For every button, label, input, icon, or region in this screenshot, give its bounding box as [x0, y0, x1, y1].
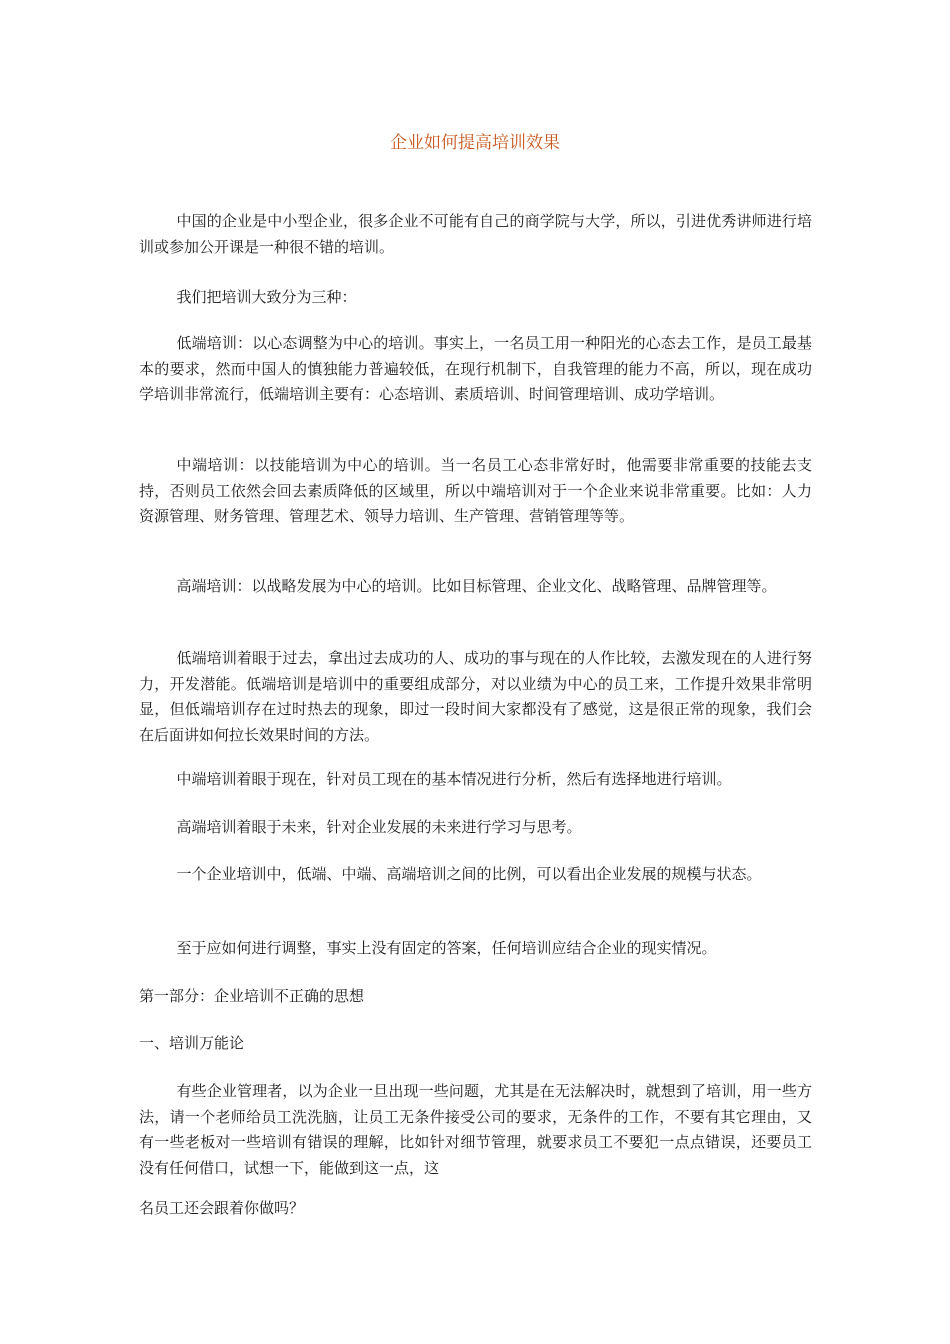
paragraph-mid-end-focus: 中端培训着眼于现在，针对员工现在的基本情况进行分析，然后有选择地进行培训。	[176, 770, 732, 788]
paragraph-adjustment: 至于应如何进行调整，事实上没有固定的答案，任何培训应结合企业的现实情况。	[176, 939, 717, 957]
paragraph-high-end: 高端培训：以战略发展为中心的培训。比如目标管理、企业文化、战略管理、品牌管理等。	[176, 577, 777, 595]
subheading-training-omnipotence: 一、培训万能论	[139, 1034, 245, 1052]
paragraph-mid-end: 中端培训：以技能培训为中心的培训。当一名员工心态非常好时，他需要非常重要的技能去支持，否则员工依然会回去素质降低的区域里，所以中端培训对于一个企业来说非常重要。比如：人力资源管理、财务管理、管理艺术、领导力培训、生产管理、营销管理等等。	[139, 456, 812, 525]
paragraph-managers: 有些企业管理者，以为企业一旦出现一些问题，尤其是在无法解决时，就想到了培训，用一些方法，请一个老师给员工洗洗脑，让员工无条件接受公司的要求，无条件的工作，不要有其它理由，又有一些老板对一些培训有错误的理解，比如针对细节管理，就要求员工不要犯一点点错误，还要员工没有任何借口，试想一下，能做到这一点，这	[139, 1082, 812, 1177]
paragraph-intro: 中国的企业是中小型企业，很多企业不可能有自己的商学院与大学，所以，引进优秀讲师进行培训或参加公开课是一种很不错的培训。	[139, 212, 812, 256]
section-heading-part-one: 第一部分：企业培训不正确的思想	[139, 987, 365, 1005]
paragraph-low-end: 低端培训：以心态调整为中心的培训。事实上，一名员工用一种阳光的心态去工作，是员工最基本的要求，然而中国人的慎独能力普遍较低，在现行机制下，自我管理的能力不高，所以，现在成功学培训非常流行，低端培训主要有：心态培训、素质培训、时间管理培训、成功学培训。	[139, 334, 812, 403]
paragraph-ratio: 一个企业培训中，低端、中端、高端培训之间的比例，可以看出企业发展的规模与状态。	[176, 865, 762, 883]
document-title: 企业如何提高培训效果	[390, 133, 560, 153]
paragraph-closing-question: 名员工还会跟着你做吗？	[139, 1199, 305, 1217]
paragraph-low-end-focus: 低端培训着眼于过去，拿出过去成功的人、成功的事与现在的人作比较，去激发现在的人进行努力，开发潜能。低端培训是培训中的重要组成部分，对以业绩为中心的员工来，工作提升效果非常明显，但低端培训存在过时热去的现象，即过一段时间大家都没有了感觉，这是很正常的现象，我们会在后面讲如何拉长效果时间的方法。	[139, 649, 812, 744]
paragraph-three-types: 我们把培训大致分为三种：	[176, 288, 357, 306]
paragraph-high-end-focus: 高端培训着眼于未来，针对企业发展的未来进行学习与思考。	[176, 818, 582, 836]
